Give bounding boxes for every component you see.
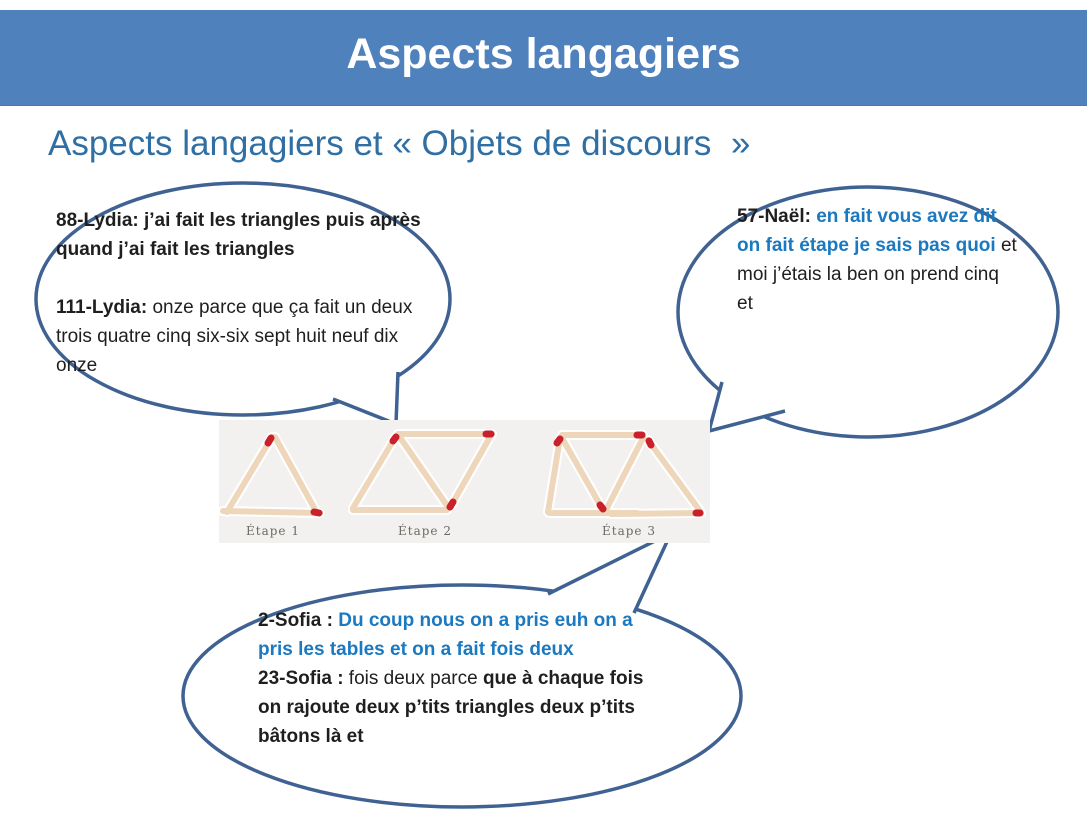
sofia-speaker-2: 23-Sofia : [258, 668, 344, 689]
sofia-bold-part: que à chaque fois on rajoute deux p’tits triangles deux p’tits bâtons là et [258, 668, 644, 747]
sofia-normal-part: fois deux parce [343, 668, 483, 689]
bubble-text-sofia [258, 606, 658, 751]
sofia-speaker-1: 2-Sofia : [258, 610, 333, 631]
etape-3-label: Étape 3 [602, 524, 656, 538]
matchstick-image [219, 420, 710, 543]
lydia-speaker-2: 111-Lydia: [56, 297, 148, 318]
sofia-blue-part: Du coup nous on a pris euh on a pris les tables et on a fait fois deux [258, 610, 633, 660]
bubble-text-lydia [56, 206, 434, 380]
lydia-utterance-2: onze parce que ça fait un deux trois quatre cinq six-six sept huit neuf dix onze [56, 297, 413, 376]
nael-blue-part: en fait vous avez dit on fait étape je sais pas quoi [737, 206, 997, 256]
slide-title: Aspects langagiers [346, 30, 741, 78]
etape-2-label: Étape 2 [398, 524, 452, 538]
etape-1-label: Étape 1 [246, 524, 300, 538]
slide-subtitle: Aspects langagiers et « Objets de discours » [48, 124, 751, 163]
nael-speaker: 57-Naël: [737, 206, 811, 227]
nael-rest: et moi j’étais la ben on prend cinq et [737, 235, 1017, 314]
bubble-text-nael [737, 202, 1017, 318]
lydia-utterance-1: 88-Lydia: j’ai fait les triangles puis après quand j’ai fait les triangles [56, 210, 421, 260]
